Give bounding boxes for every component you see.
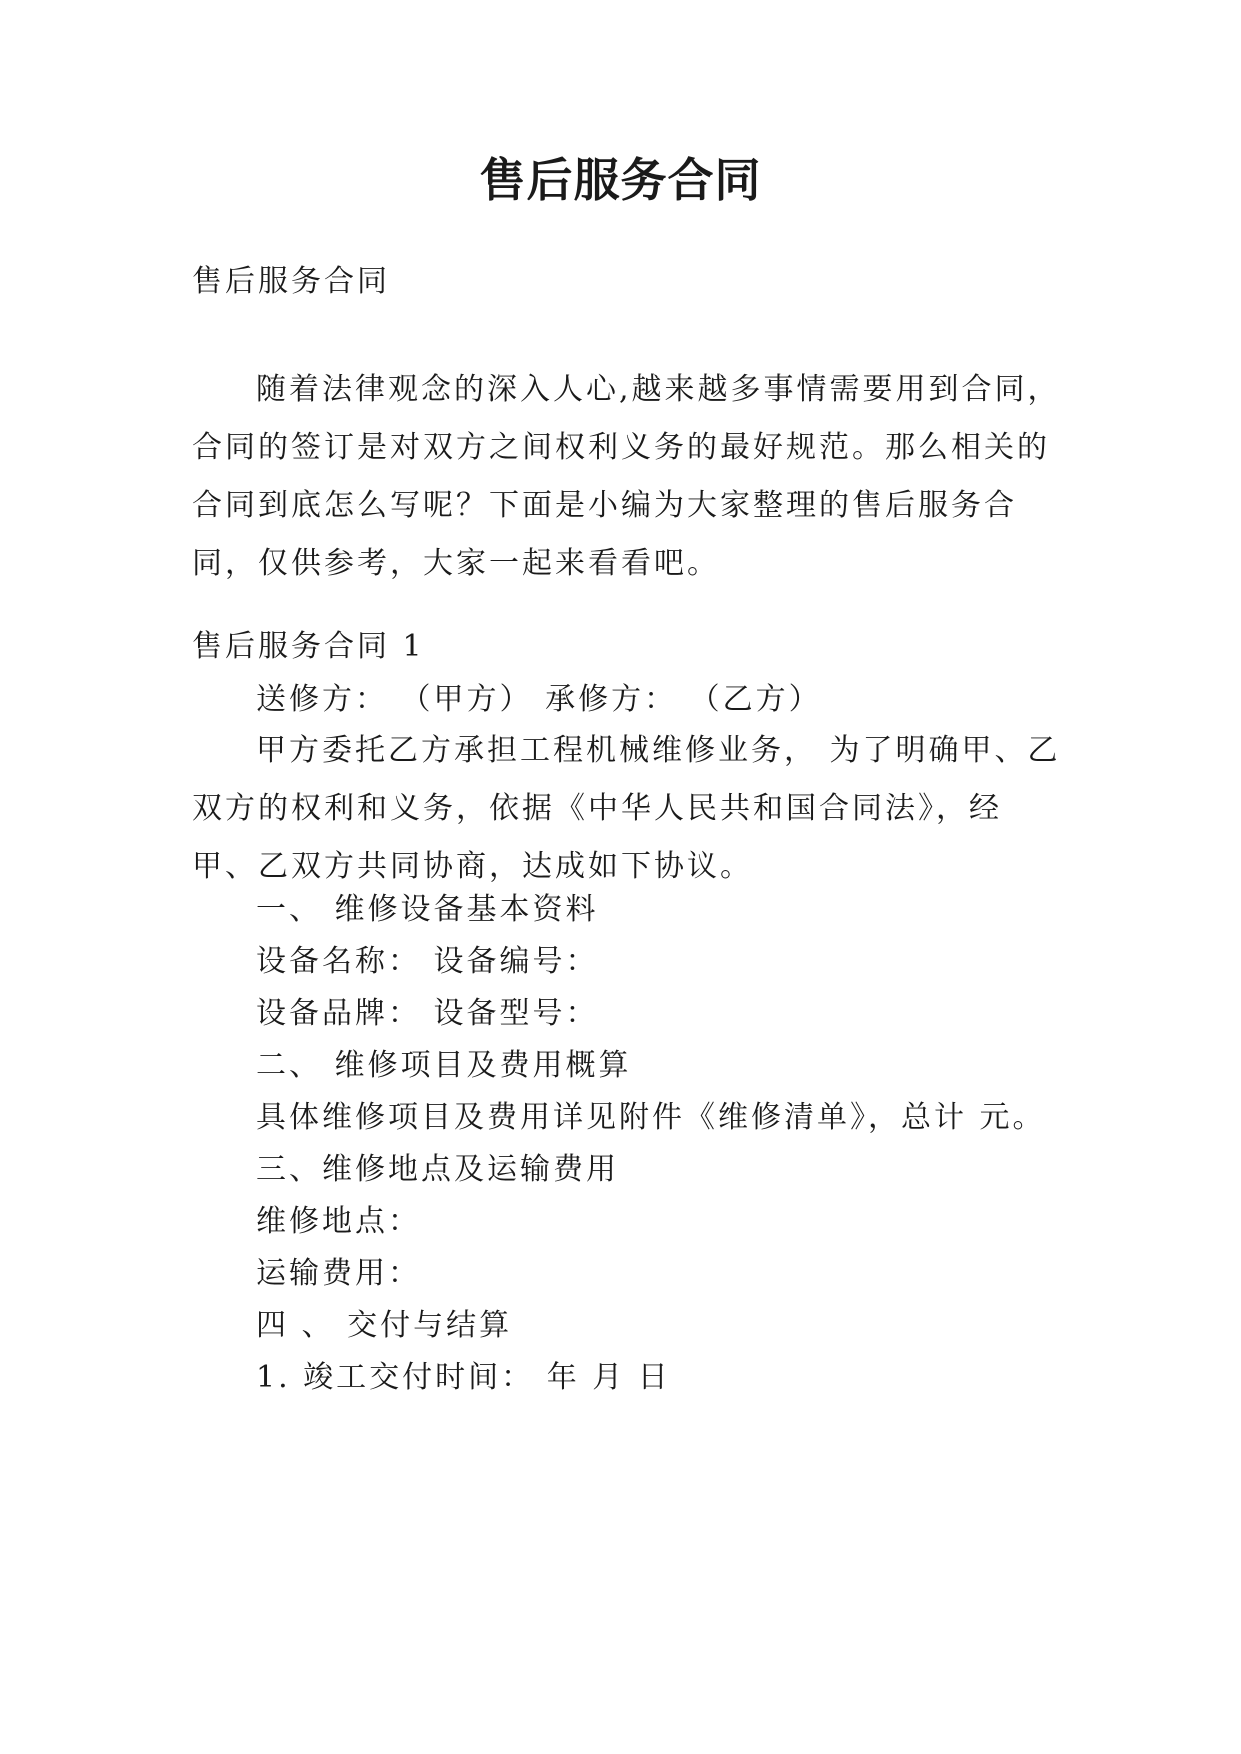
item3-line2: 运输费用： xyxy=(256,1256,421,1291)
item2-heading: 二、 维修项目及费用概算 xyxy=(256,1048,632,1083)
section-heading: 售后服务合同 1 xyxy=(192,629,425,664)
item4-line1: 1. 竣工交付时间： 年 月 日 xyxy=(256,1360,671,1395)
parties-line: 送修方： （甲方） 承修方： （乙方） xyxy=(256,682,822,717)
item2-line1: 具体维修项目及费用详见附件《维修清单》，总计 元。 xyxy=(256,1100,1046,1135)
item1-line1: 设备名称： 设备编号： xyxy=(256,944,599,979)
document-subtitle: 售后服务合同 xyxy=(192,264,390,299)
item1-heading: 一、 维修设备基本资料 xyxy=(256,892,599,927)
item3-line1: 维修地点： xyxy=(256,1204,421,1239)
item3-heading: 三、维修地点及运输费用 xyxy=(256,1152,619,1187)
intro-paragraph: 随着法律观念的深入人心,越来越多事情需要用到合同，合同的签订是对双方之间权利义务的最好规范。那么相关的合同到底怎么写呢？下面是小编为大家整理的售后服务合同，仅供参考，大家一起来看看吧。 xyxy=(192,372,1061,581)
document-title: 售后服务合同 xyxy=(479,153,762,207)
item4-heading: 四 、 交付与结算 xyxy=(256,1308,513,1343)
item1-line2: 设备品牌： 设备型号： xyxy=(256,996,599,1031)
preamble-paragraph: 甲方委托乙方承担工程机械维修业务， 为了明确甲、乙双方的权利和义务，依据《中华人民共和国合同法》，经甲、乙双方共同协商，达成如下协议。 xyxy=(192,733,1061,884)
